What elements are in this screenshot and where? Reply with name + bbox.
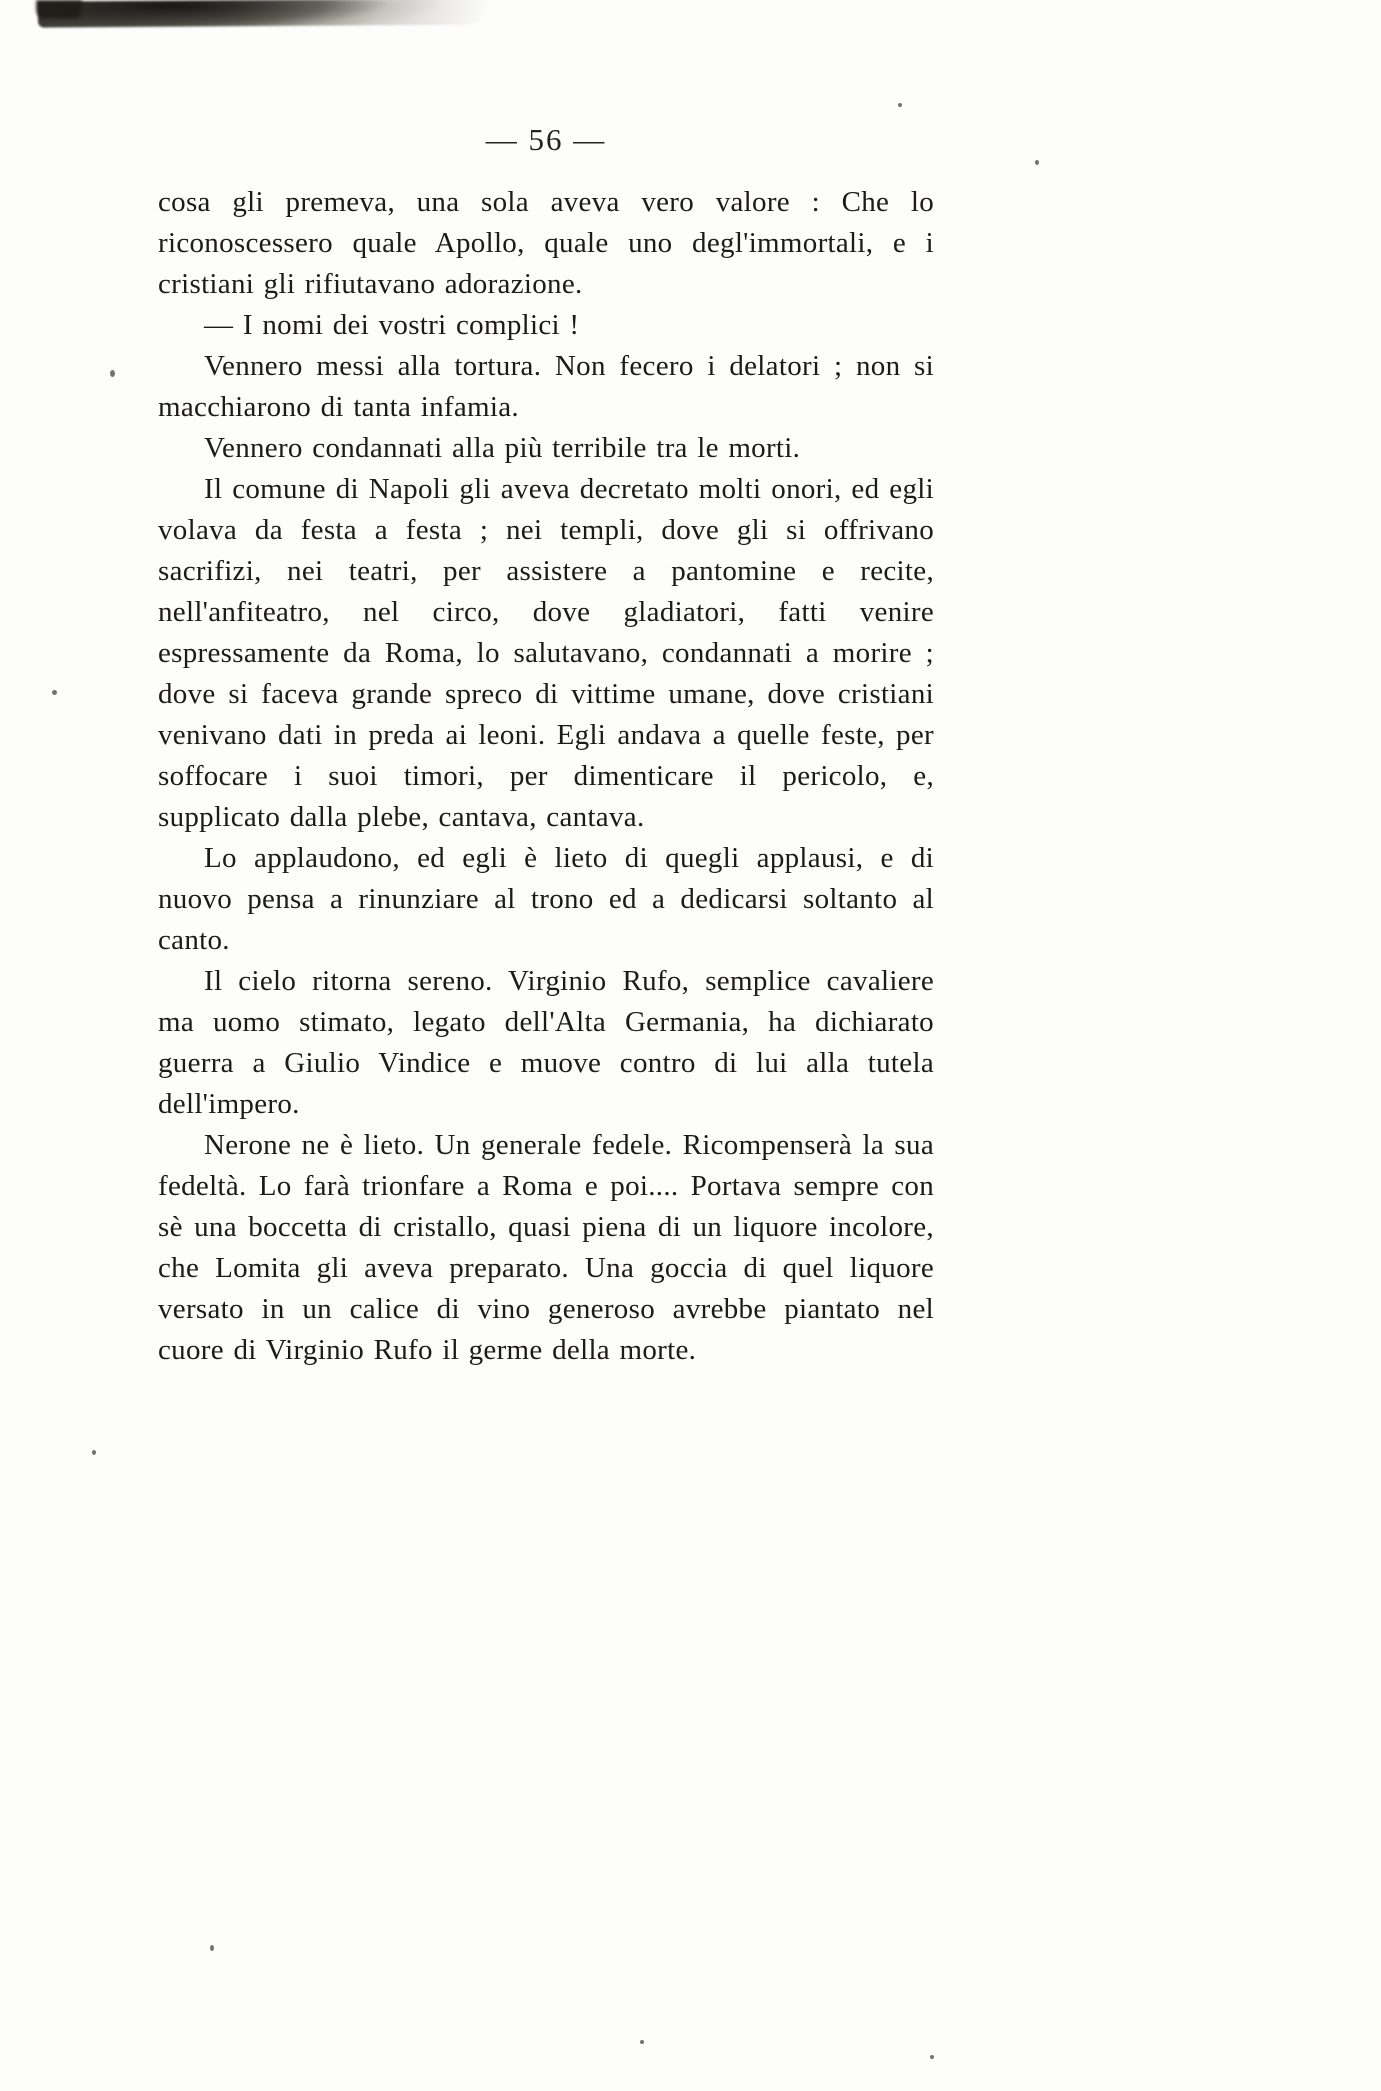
paragraph: Lo applaudono, ed egli è lieto di quegli applausi, e di nuovo pensa a rinunziare al trono ed a dedicarsi soltanto al canto. bbox=[158, 842, 934, 956]
scan-speck bbox=[1035, 160, 1039, 165]
scan-speck bbox=[640, 2040, 644, 2044]
scan-ink-smudge bbox=[38, 0, 488, 28]
scan-speck bbox=[92, 1450, 96, 1455]
page-number: — 56 — bbox=[485, 122, 607, 157]
scan-speck bbox=[52, 690, 57, 695]
paragraph: Vennero condannati alla più terribile tra le morti. bbox=[204, 432, 801, 464]
scan-ink-corner bbox=[36, 0, 82, 18]
scan-speck bbox=[110, 370, 115, 377]
paragraph: — I nomi dei vostri complici ! bbox=[204, 309, 580, 341]
paragraph: Nerone ne è lieto. Un generale fedele. Ricompenserà la sua fedeltà. Lo farà trionfare a Roma e poi.... Portava sempre con sè una boccetta di cristallo, quasi piena di un liquore incolore, che Lomita gli aveva preparato. Una goccia di quel liquore versato in un calice di vino generoso avrebbe piantato nel cuore di Virginio Rufo il germe della morte. bbox=[158, 1129, 934, 1366]
text-block bbox=[158, 182, 934, 1371]
scan-speck bbox=[210, 1945, 214, 1951]
paragraph: Vennero messi alla tortura. Non fecero i delatori ; non si macchiarono di tanta infamia. bbox=[158, 350, 934, 423]
scan-speck bbox=[930, 2055, 934, 2059]
paragraph: Il comune di Napoli gli aveva decretato molti onori, ed egli volava da festa a festa ; nei templi, dove gli si offrivano sacrifizi, nei teatri, per assistere a pantomine e recite, nell'anfiteatro, nel circo, dove gladiatori, fatti venire espressamente da Roma, lo salutavano, condannati a morire ; dove si faceva grande spreco di vittime umane, dove cristiani venivano dati in preda ai leoni. Egli andava a quelle feste, per soffocare i suoi timori, per dimenticare il pericolo, e, supplicato dalla plebe, cantava, cantava. bbox=[158, 473, 934, 833]
paragraph: Il cielo ritorna sereno. Virginio Rufo, semplice cavaliere ma uomo stimato, legato dell'Alta Germania, ha dichiarato guerra a Giulio Vindice e muove contro di lui alla tutela dell'impero. bbox=[158, 965, 934, 1120]
scan-speck bbox=[898, 103, 902, 107]
paragraph: cosa gli premeva, una sola aveva vero valore : Che lo riconoscessero quale Apollo, quale uno degl'immortali, e i cristiani gli rifiutavano adorazione. bbox=[158, 186, 934, 300]
